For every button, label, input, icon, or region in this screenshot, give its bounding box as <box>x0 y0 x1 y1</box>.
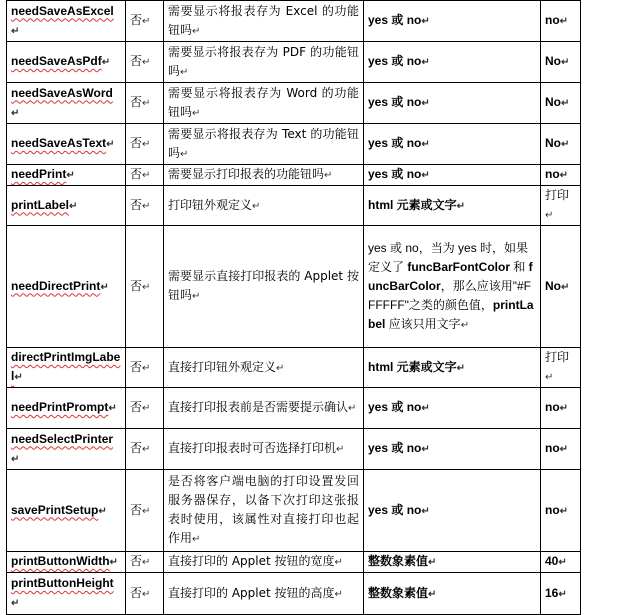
param-required: 否↵ <box>126 429 164 470</box>
param-description: 直接打印的 Applet 按钮的高度↵ <box>164 573 364 615</box>
param-default: 打印↵ <box>541 186 581 226</box>
param-description: 需要显示直接打印报表的 Applet 按钮吗↵ <box>164 226 364 348</box>
param-name: needSaveAsText↵ <box>7 124 126 165</box>
param-description: 直接打印报表时可否选择打印机↵ <box>164 429 364 470</box>
param-name: savePrintSetup↵ <box>7 470 126 552</box>
param-name: directPrintImgLabel↵ <box>7 348 126 388</box>
param-name: needSaveAsPdf↵ <box>7 42 126 83</box>
param-required: 否↵ <box>126 1 164 42</box>
param-name: needPrint↵ <box>7 165 126 186</box>
param-description: 是否将客户端电脑的打印设置发回服务器保存，以备下次打印这张报表时使用，该属性对直接打印也起作用↵ <box>164 470 364 552</box>
param-description: 需要显示将报表存为 PDF 的功能钮吗↵ <box>164 42 364 83</box>
param-default: no↵ <box>541 1 581 42</box>
param-default: No↵ <box>541 124 581 165</box>
param-description: 直接打印的 Applet 按钮的宽度↵ <box>164 552 364 573</box>
param-type: yes 或 no↵ <box>364 42 541 83</box>
param-name: needPrintPrompt↵ <box>7 388 126 429</box>
table-row <box>7 124 581 165</box>
param-type: yes 或 no，当为 yes 时，如果定义了 funcBarFontColor 和 funcBarColor，那么应该用"#FFFFFF"之类的颜色值，printLabel 应该只用文字↵ <box>364 226 541 348</box>
param-default: 打印↵ <box>541 348 581 388</box>
table-row <box>7 388 581 429</box>
param-required: 否↵ <box>126 186 164 226</box>
param-required: 否↵ <box>126 42 164 83</box>
table-row <box>7 348 581 388</box>
table-row <box>7 83 581 124</box>
table-row <box>7 1 581 42</box>
param-name: needSaveAsWord↵ <box>7 83 126 124</box>
param-required: 否↵ <box>126 226 164 348</box>
table-row <box>7 165 581 186</box>
param-required: 否↵ <box>126 165 164 186</box>
param-default: no↵ <box>541 165 581 186</box>
param-default: 16↵ <box>541 573 581 615</box>
param-type: yes 或 no↵ <box>364 388 541 429</box>
param-required: 否↵ <box>126 83 164 124</box>
table-row <box>7 552 581 573</box>
param-type: html 元素或文字↵ <box>364 186 541 226</box>
param-description: 打印钮外观定义↵ <box>164 186 364 226</box>
param-default: No↵ <box>541 83 581 124</box>
param-description: 需要显示打印报表的功能钮吗↵ <box>164 165 364 186</box>
table-row <box>7 226 581 348</box>
param-name: needDirectPrint↵ <box>7 226 126 348</box>
param-default: No↵ <box>541 42 581 83</box>
param-description: 直接打印报表前是否需要提示确认↵ <box>164 388 364 429</box>
param-type: yes 或 no↵ <box>364 124 541 165</box>
param-default: no↵ <box>541 388 581 429</box>
param-required: 否↵ <box>126 388 164 429</box>
param-default: no↵ <box>541 470 581 552</box>
param-name: needSelectPrinter↵ <box>7 429 126 470</box>
param-type: 整数象素值↵ <box>364 573 541 615</box>
param-type: yes 或 no↵ <box>364 470 541 552</box>
param-type: yes 或 no↵ <box>364 165 541 186</box>
param-type: yes 或 no↵ <box>364 429 541 470</box>
param-required: 否↵ <box>126 573 164 615</box>
param-required: 否↵ <box>126 124 164 165</box>
param-type: yes 或 no↵ <box>364 83 541 124</box>
param-name: needSaveAsExcel↵ <box>7 1 126 42</box>
table-row <box>7 429 581 470</box>
table-row <box>7 186 581 226</box>
param-required: 否↵ <box>126 348 164 388</box>
param-name: printButtonHeight↵ <box>7 573 126 615</box>
param-type: 整数象素值↵ <box>364 552 541 573</box>
param-name: printButtonWidth↵ <box>7 552 126 573</box>
param-required: 否↵ <box>126 552 164 573</box>
param-description: 需要显示将报表存为 Word 的功能钮吗↵ <box>164 83 364 124</box>
param-description: 需要显示将报表存为 Excel 的功能钮吗↵ <box>164 1 364 42</box>
parameter-table <box>6 0 581 615</box>
table-row <box>7 42 581 83</box>
param-required: 否↵ <box>126 470 164 552</box>
param-type: yes 或 no↵ <box>364 1 541 42</box>
param-description: 直接打印钮外观定义↵ <box>164 348 364 388</box>
param-default: 40↵ <box>541 552 581 573</box>
param-type: html 元素或文字↵ <box>364 348 541 388</box>
param-default: No↵ <box>541 226 581 348</box>
param-default: no↵ <box>541 429 581 470</box>
param-name: printLabel↵ <box>7 186 126 226</box>
param-description: 需要显示将报表存为 Text 的功能钮吗↵ <box>164 124 364 165</box>
table-row <box>7 470 581 552</box>
